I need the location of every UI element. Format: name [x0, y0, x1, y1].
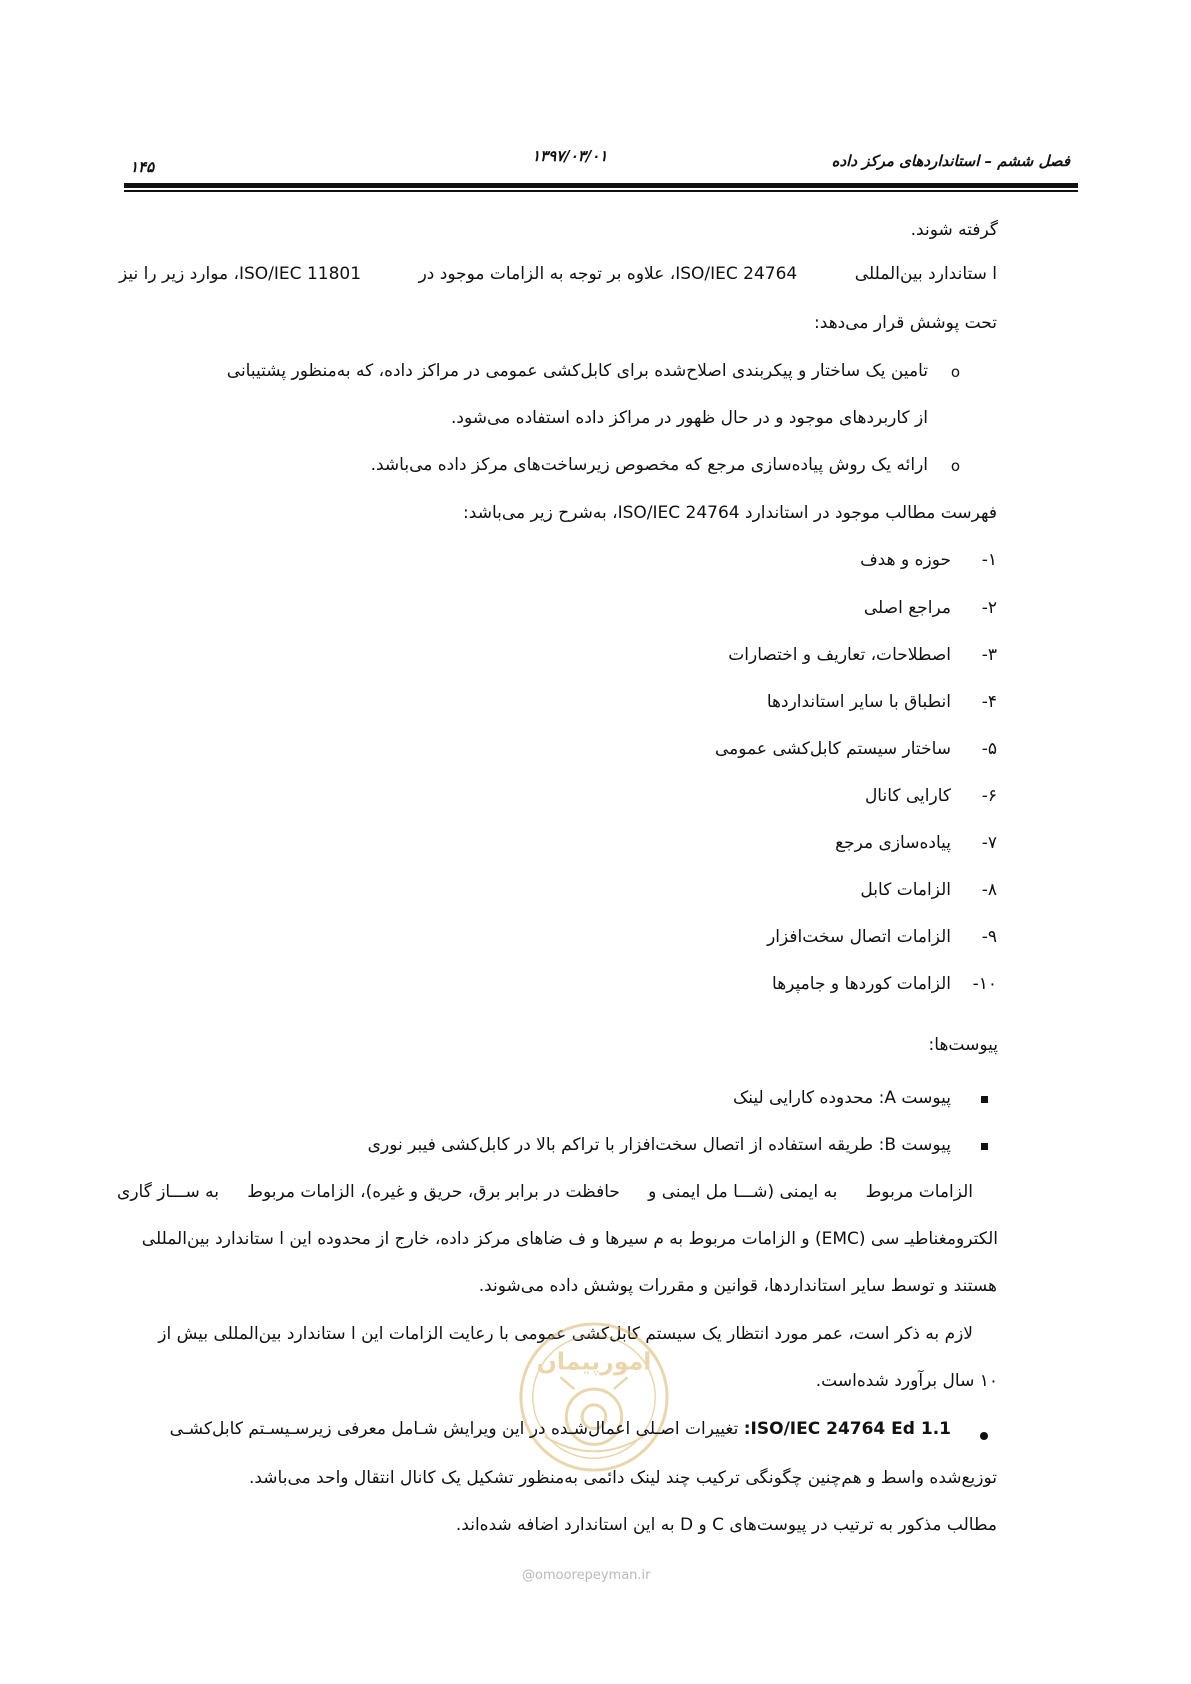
toc-number: ۱- — [981, 550, 997, 570]
toc-item: پیاده‌سازی مرجع — [835, 833, 951, 853]
toc-item: اصطلاحات، تعاریف و اختصارات — [728, 645, 951, 665]
bullet-1-line-1: تامین یک ساختار و پیکربندی اصلاح‌شده برای کابل‌کشی عمومی در مراکز داده، که به‌منظور پشتیبانی — [226, 361, 928, 381]
toc-item: مراجع اصلی — [863, 598, 951, 618]
intro-word-standard: ا ستاندارد بین‌المللی — [854, 264, 997, 284]
intro-line-1: گرفته شوند. — [910, 220, 998, 240]
toc-item: الزامات کابل — [860, 880, 951, 900]
circle-bullet-icon: o — [950, 457, 960, 475]
toc-item: الزامات کوردها و جامپرها — [772, 974, 951, 994]
toc-number: ۷- — [981, 833, 997, 853]
toc-number: ۴- — [981, 692, 997, 712]
annex-item: پیوست A: محدوده کارایی لینک — [732, 1088, 951, 1108]
edition-line-1-rest: تغییرات اصـلی اعمال‌شـده در این ویرایش شـامل معرفی زیرسـیسـتم کابل‌کشـی — [169, 1419, 739, 1439]
annexes-heading: پیوست‌ها: — [928, 1035, 998, 1055]
para1-line-3: هستند و توسط سایر استانداردها، قوانین و مقررات پوشش داده می‌شوند. — [478, 1276, 997, 1296]
toc-number: ۹- — [981, 927, 997, 947]
square-bullet-icon — [981, 1143, 988, 1150]
square-bullet-icon — [981, 1096, 988, 1103]
bullet-1-line-2: از کاربردهای موجود و در حال ظهور در مراکز داده استفاده می‌شود. — [451, 408, 928, 428]
para2-line-2: ۱۰ سال برآورد شده‌است. — [815, 1371, 998, 1391]
para1-line-2: الکترومغناطیـ سی (EMC) و الزامات مربوط به م سیرها و ف ضاهای مرکز داده، خارج از محدوده این ا ستاندارد بین‌المللی — [141, 1229, 998, 1249]
edition-label: ISO/IEC 24764 Ed 1.1: — [743, 1419, 951, 1439]
toc-intro: فهرست مطالب موجود در استاندارد ISO/IEC 24764، به‌شرح زیر می‌باشد: — [463, 503, 997, 523]
circle-bullet-icon: o — [950, 363, 960, 381]
toc-number: ۵- — [981, 739, 997, 759]
bullet-2-line-1: ارائه یک روش پیاده‌سازی مرجع که مخصوص زیرساخت‌های مرکز داده می‌باشد. — [370, 455, 928, 475]
watermark-logo — [515, 1318, 673, 1476]
dot-bullet-icon — [980, 1432, 988, 1440]
header-rule-thick — [124, 183, 1078, 188]
para1-word: به ایمنی (شـــا مل ایمنی و — [648, 1182, 838, 1202]
toc-number: ۳- — [981, 645, 997, 665]
document-date: ۱۳۹۷/۰۳/۰۱ — [532, 147, 608, 165]
edition-line-2: توزیع‌شده واسط و هم‌چنین چگونگی ترکیب چند لینک دائمی به‌منظور تشکیل یک کانال انتقال واحد می‌باشد. — [248, 1468, 997, 1488]
intro-word-24764: ISO/IEC 24764، علاوه بر توجه به الزامات موجود در — [418, 264, 798, 284]
annex-item: پیوست B: طریقه استفاده از اتصال سخت‌افزار با تراکم بالا در کابل‌کشی فیبر نوری — [367, 1135, 951, 1155]
para1-word: به ســـاز گاری — [117, 1182, 220, 1202]
toc-item: الزامات اتصال سخت‌افزار — [767, 927, 951, 947]
watermark-logo-text: امورپیمان — [536, 1347, 652, 1376]
para1-line-1 — [117, 1184, 973, 1201]
toc-item: کارایی کانال — [864, 786, 951, 806]
toc-item: حوزه و هدف — [860, 550, 951, 570]
toc-number: ۸- — [981, 880, 997, 900]
toc-number: ۱۰- — [972, 974, 997, 994]
edition-line-3: مطالب مذکور به ترتیب در پیوست‌های C و D به این استاندارد اضافه شده‌اند. — [455, 1515, 997, 1535]
header-rule-thin — [124, 190, 1078, 192]
toc-item: انطباق با سایر استانداردها — [766, 692, 951, 712]
toc-number: ۶- — [981, 786, 997, 806]
intro-word-11801: ISO/IEC 11801، موارد زیر را نیز — [119, 264, 362, 284]
para1-word: حافظت در برابر برق، حریق و غیره)، الزامات مربوط — [247, 1182, 620, 1202]
watermark-site: @omoorepeyman.ir — [522, 1568, 651, 1583]
chapter-title: فصل ششم – استانداردهای مرکز داده — [831, 152, 1070, 170]
para2-line-1: لازم به ذکر است، عمر مورد انتظار یک سیستم کابل‌کشی عمومی با رعایت الزامات این ا ستاندارد بین‌المللی بیش از — [158, 1324, 973, 1344]
edition-line-1 — [170, 1421, 951, 1438]
toc-item: ساختار سیستم کابل‌کشی عمومی — [715, 739, 951, 759]
para1-word: الزامات مربوط — [865, 1182, 973, 1202]
page-number: ۱۴۵ — [130, 158, 155, 176]
intro-line-2 — [119, 266, 997, 283]
intro-line-3: تحت پوشش قرار می‌دهد: — [814, 313, 997, 333]
toc-number: ۲- — [981, 598, 997, 618]
